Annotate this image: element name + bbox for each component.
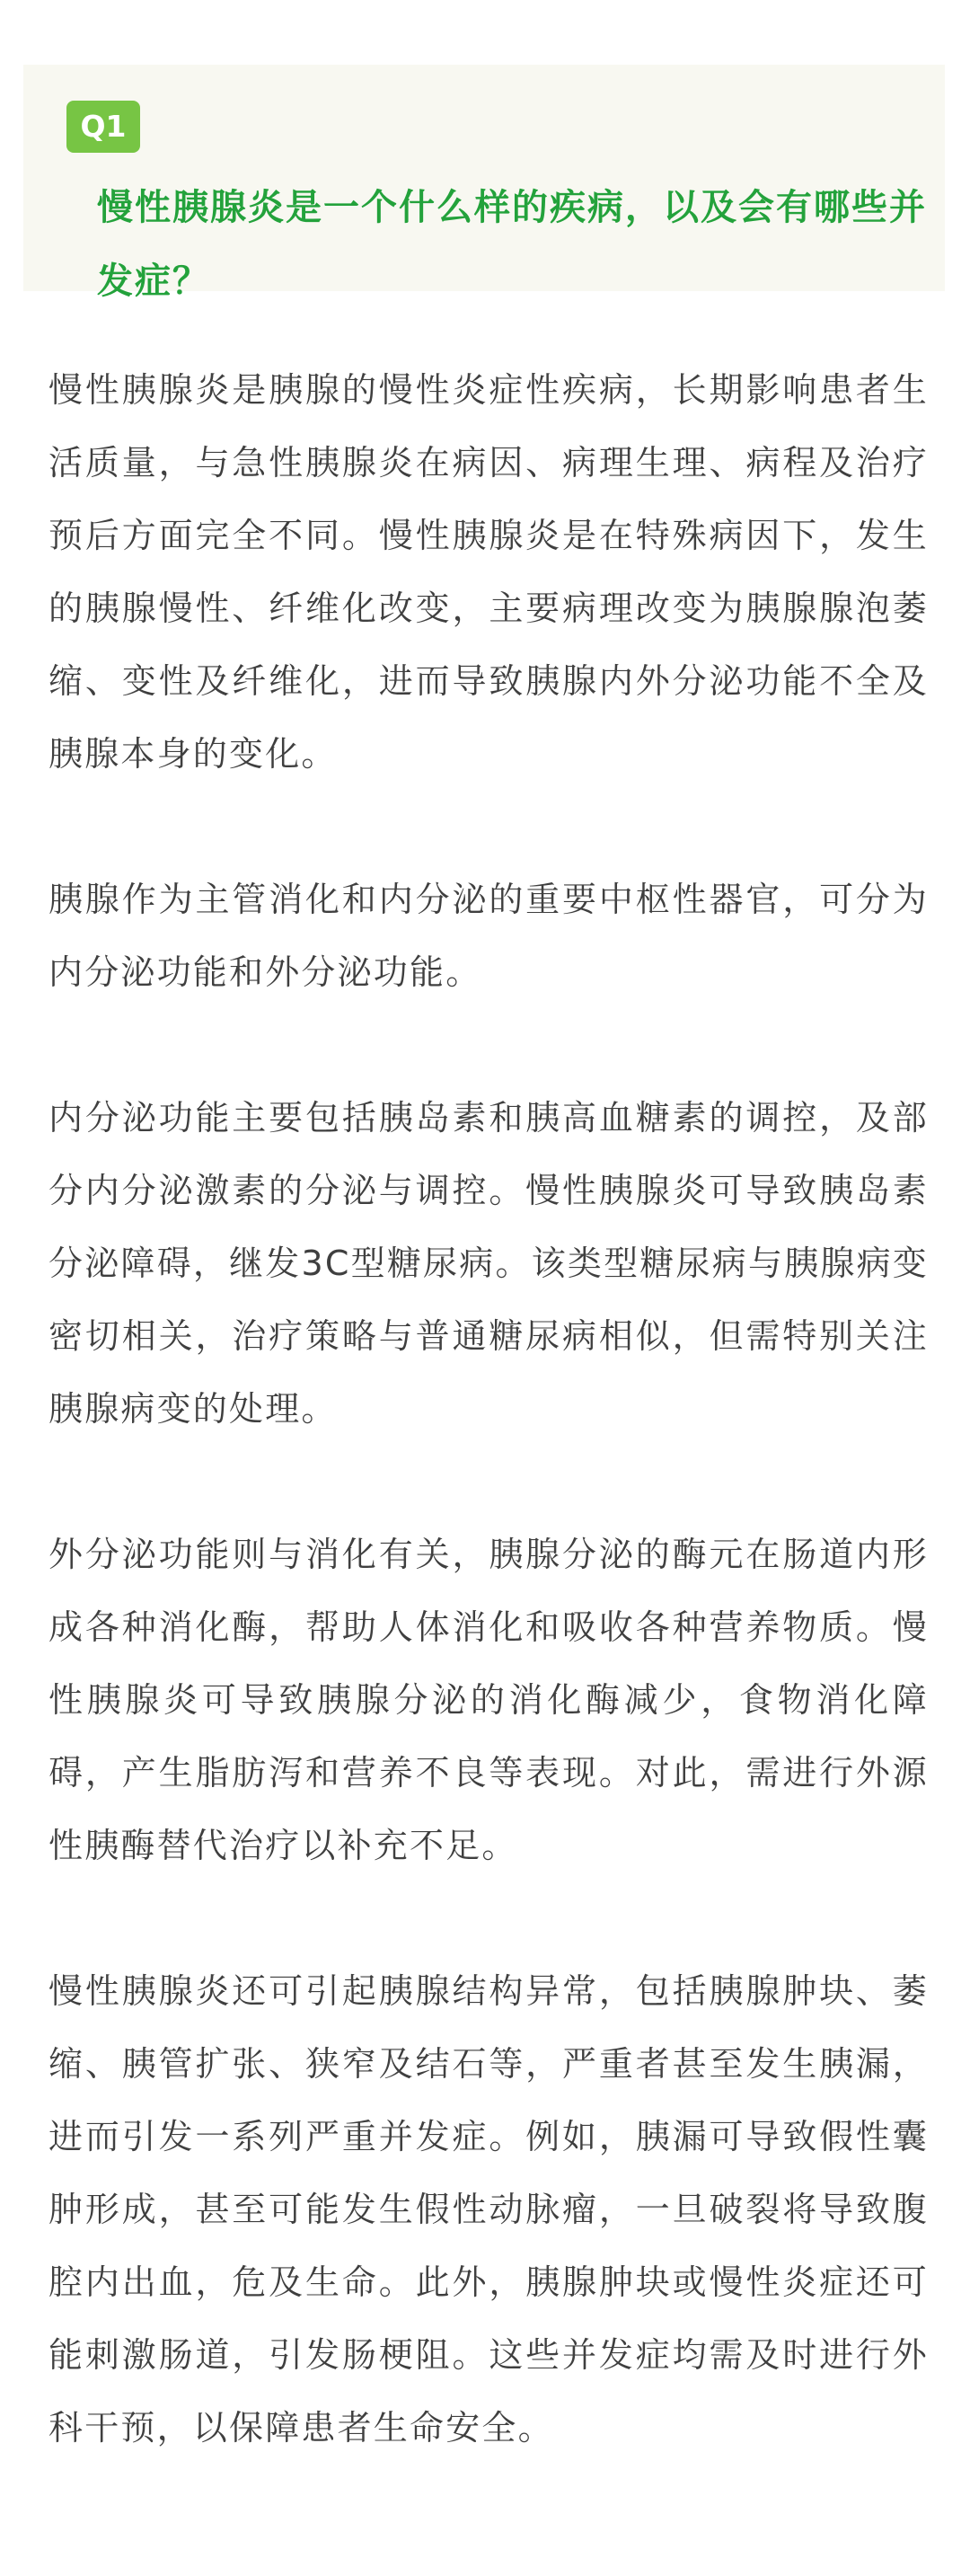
paragraph-overview: 慢性胰腺炎是胰腺的慢性炎症性疾病，长期影响患者生活质量，与急性胰腺炎在病因、病理生理、病程及治疗预后方面完全不同。慢性胰腺炎是在特殊病因下，发生的胰腺慢性、纤维化改变，主要病理改变为胰腺腺泡萎缩、变性及纤维化，进而导致胰腺内外分泌功能不全及胰腺本身的变化。 [48, 370, 929, 774]
question-title: 慢性胰腺炎是一个什么样的疾病，以及会有哪些并发症？ [97, 187, 927, 302]
answer-body [48, 354, 929, 2465]
paragraph-exocrine: 外分泌功能则与消化有关，胰腺分泌的酶元在肠道内形成各种消化酶，帮助人体消化和吸收各种营养物质。慢性胰腺炎可导致胰腺分泌的消化酶减少，食物消化障碍，产生脂肪泻和营养不良等表现。对此，需进行外源性胰酶替代治疗以补充不足。 [48, 1535, 929, 1865]
question-badge: Q1 [66, 101, 140, 153]
question-card [23, 65, 945, 302]
paragraph-complications: 慢性胰腺炎还可引起胰腺结构异常，包括胰腺肿块、萎缩、胰管扩张、狭窄及结石等，严重者甚至发生胰漏，进而引发一系列严重并发症。例如，胰漏可导致假性囊肿形成，甚至可能发生假性动脉瘤，一旦破裂将导致腹腔内出血，危及生命。此外，胰腺肿块或慢性炎症还可能刺激肠道，引发肠梗阻。这些并发症均需及时进行外科干预，以保障患者生命安全。 [48, 1971, 929, 2448]
paragraph-functions: 胰腺作为主管消化和内分泌的重要中枢性器官，可分为内分泌功能和外分泌功能。 [48, 880, 929, 992]
paragraph-endocrine: 内分泌功能主要包括胰岛素和胰高血糖素的调控，及部分内分泌激素的分泌与调控。慢性胰腺炎可导致胰岛素分泌障碍，继发3C型糖尿病。该类型糖尿病与胰腺病变密切相关，治疗策略与普通糖尿病相似，但需特别关注胰腺病变的处理。 [48, 1098, 929, 1429]
